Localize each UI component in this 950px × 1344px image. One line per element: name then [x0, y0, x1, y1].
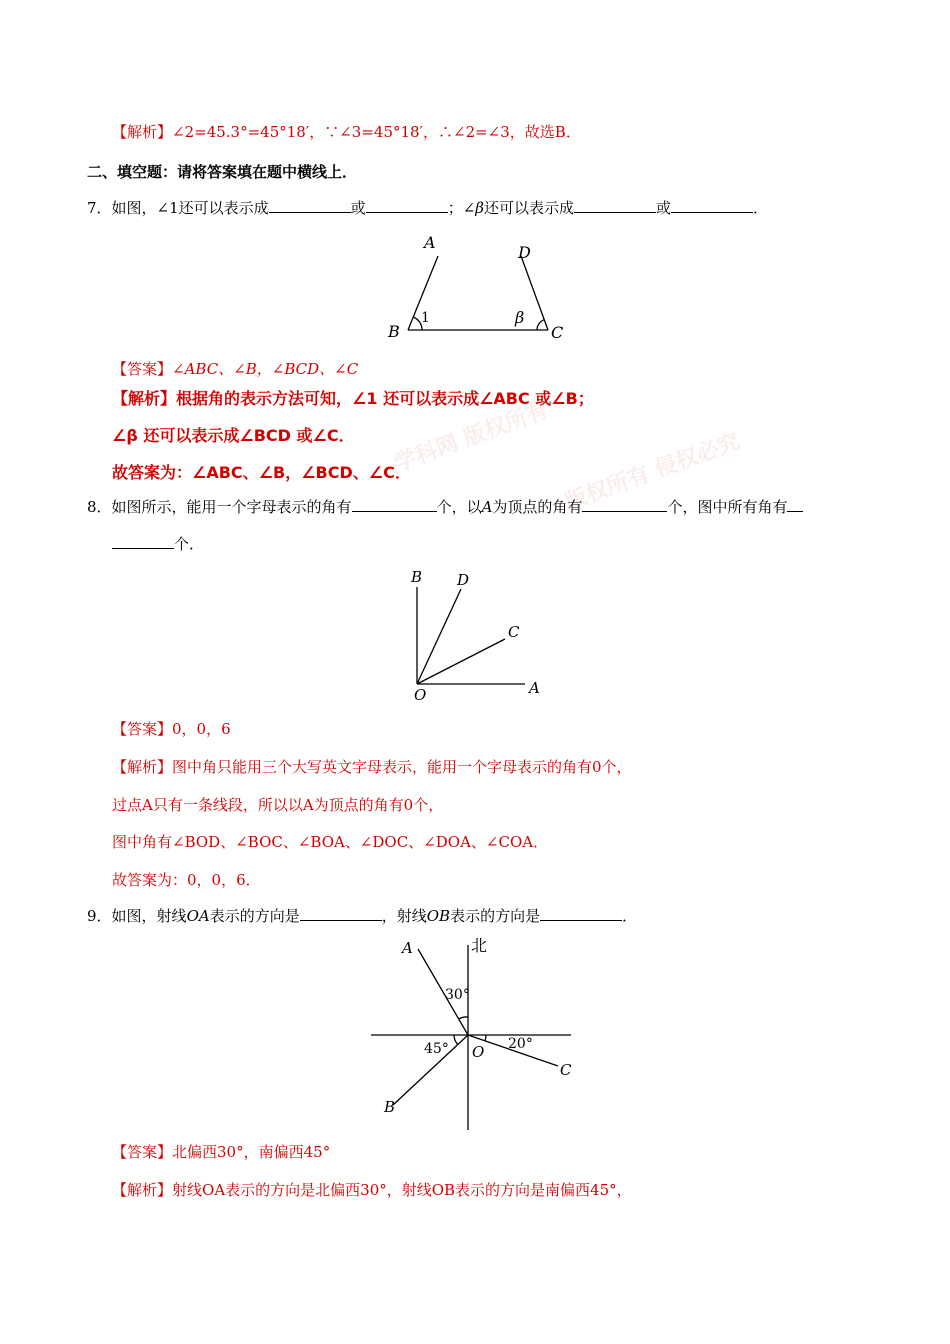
q8-analysis-4: 故答案为：0，0，6． — [112, 871, 261, 889]
q7-question: 7．如图，∠1还可以表示成 或 ；∠β还可以表示成 或 ． — [87, 199, 768, 217]
north-label: 北 — [471, 936, 488, 955]
angle-30-label: 30° — [445, 987, 470, 1003]
q9-analysis: 【解析】射线OA表示的方向是北偏西30°，射线OB表示的方向是南偏西45°， — [112, 1181, 632, 1199]
answer-blank[interactable] — [300, 906, 382, 921]
watermark: 学科网 版权所有 — [391, 397, 552, 477]
label-a: A — [402, 939, 413, 957]
answer-blank[interactable] — [269, 198, 351, 213]
answer-blank[interactable] — [582, 497, 667, 512]
label-o: O — [472, 1043, 485, 1061]
section-title: 二、填空题：请将答案填在题中横线上． — [87, 163, 358, 181]
angle-beta-label: β — [515, 308, 525, 327]
angle-45-label: 45° — [424, 1041, 449, 1057]
q8-analysis-1: 【解析】图中角只能用三个大写英文字母表示，能用一个字母表示的角有0个， — [112, 758, 632, 776]
q8-answer: 【答案】0，0，6 — [112, 720, 231, 738]
angle-20-label: 20° — [508, 1036, 533, 1052]
q8-question-line1: 8．如图所示，能用一个字母表示的角有 个，以A为顶点的角有 个，图中所有角有 — [87, 497, 803, 517]
q7-figure — [383, 234, 583, 344]
label-c: C — [551, 323, 564, 342]
answer-blank[interactable] — [671, 198, 753, 213]
q6-analysis: 【解析】∠2=45.3°=45°18′，∵∠3=45°18′，∴∠2=∠3，故选B． — [112, 123, 581, 141]
q9-question: 9．如图，射线OA表示的方向是 ，射线OB表示的方向是 ． — [87, 907, 638, 925]
label-b: B — [388, 322, 400, 341]
label-c: C — [560, 1061, 572, 1079]
q8-analysis-3: 图中角有∠BOD、∠BOC、∠BOA、∠DOC、∠DOA、∠COA． — [112, 833, 549, 851]
label-d: D — [457, 571, 470, 589]
answer-blank[interactable] — [366, 198, 448, 213]
label-d: D — [518, 243, 531, 262]
q7-analysis-2: ∠β 还可以表示成∠BCD 或∠C． — [112, 426, 355, 445]
answer-blank[interactable] — [787, 497, 803, 512]
label-a: A — [529, 679, 540, 697]
q7-analysis-3: 故答案为：∠ABC、∠B，∠BCD、∠C． — [112, 463, 411, 482]
label-b: B — [384, 1098, 396, 1116]
q9-answer: 【答案】北偏西30°，南偏西45° — [112, 1143, 331, 1161]
answer-blank[interactable] — [112, 534, 174, 549]
q8-question-line2: 个． — [112, 534, 204, 554]
q8-figure — [405, 565, 565, 705]
watermark: 版权所有 侵权必究 — [561, 429, 744, 516]
answer-blank[interactable] — [540, 906, 622, 921]
label-b: B — [411, 568, 423, 586]
answer-blank[interactable] — [574, 198, 656, 213]
answer-blank[interactable] — [352, 497, 437, 512]
label-a: A — [424, 233, 436, 252]
q7-answer: 【答案】∠ABC、∠B，∠BCD、∠C — [112, 360, 359, 378]
q7-analysis-1: 【解析】根据角的表示方法可知，∠1 还可以表示成∠ABC 或∠B； — [112, 389, 594, 408]
q8-analysis-2: 过点A只有一条线段，所以以A为顶点的角有0个， — [112, 796, 444, 814]
angle-1-label: 1 — [421, 310, 430, 326]
label-c: C — [508, 623, 520, 641]
label-o: O — [414, 686, 427, 704]
q9-figure — [368, 935, 588, 1135]
